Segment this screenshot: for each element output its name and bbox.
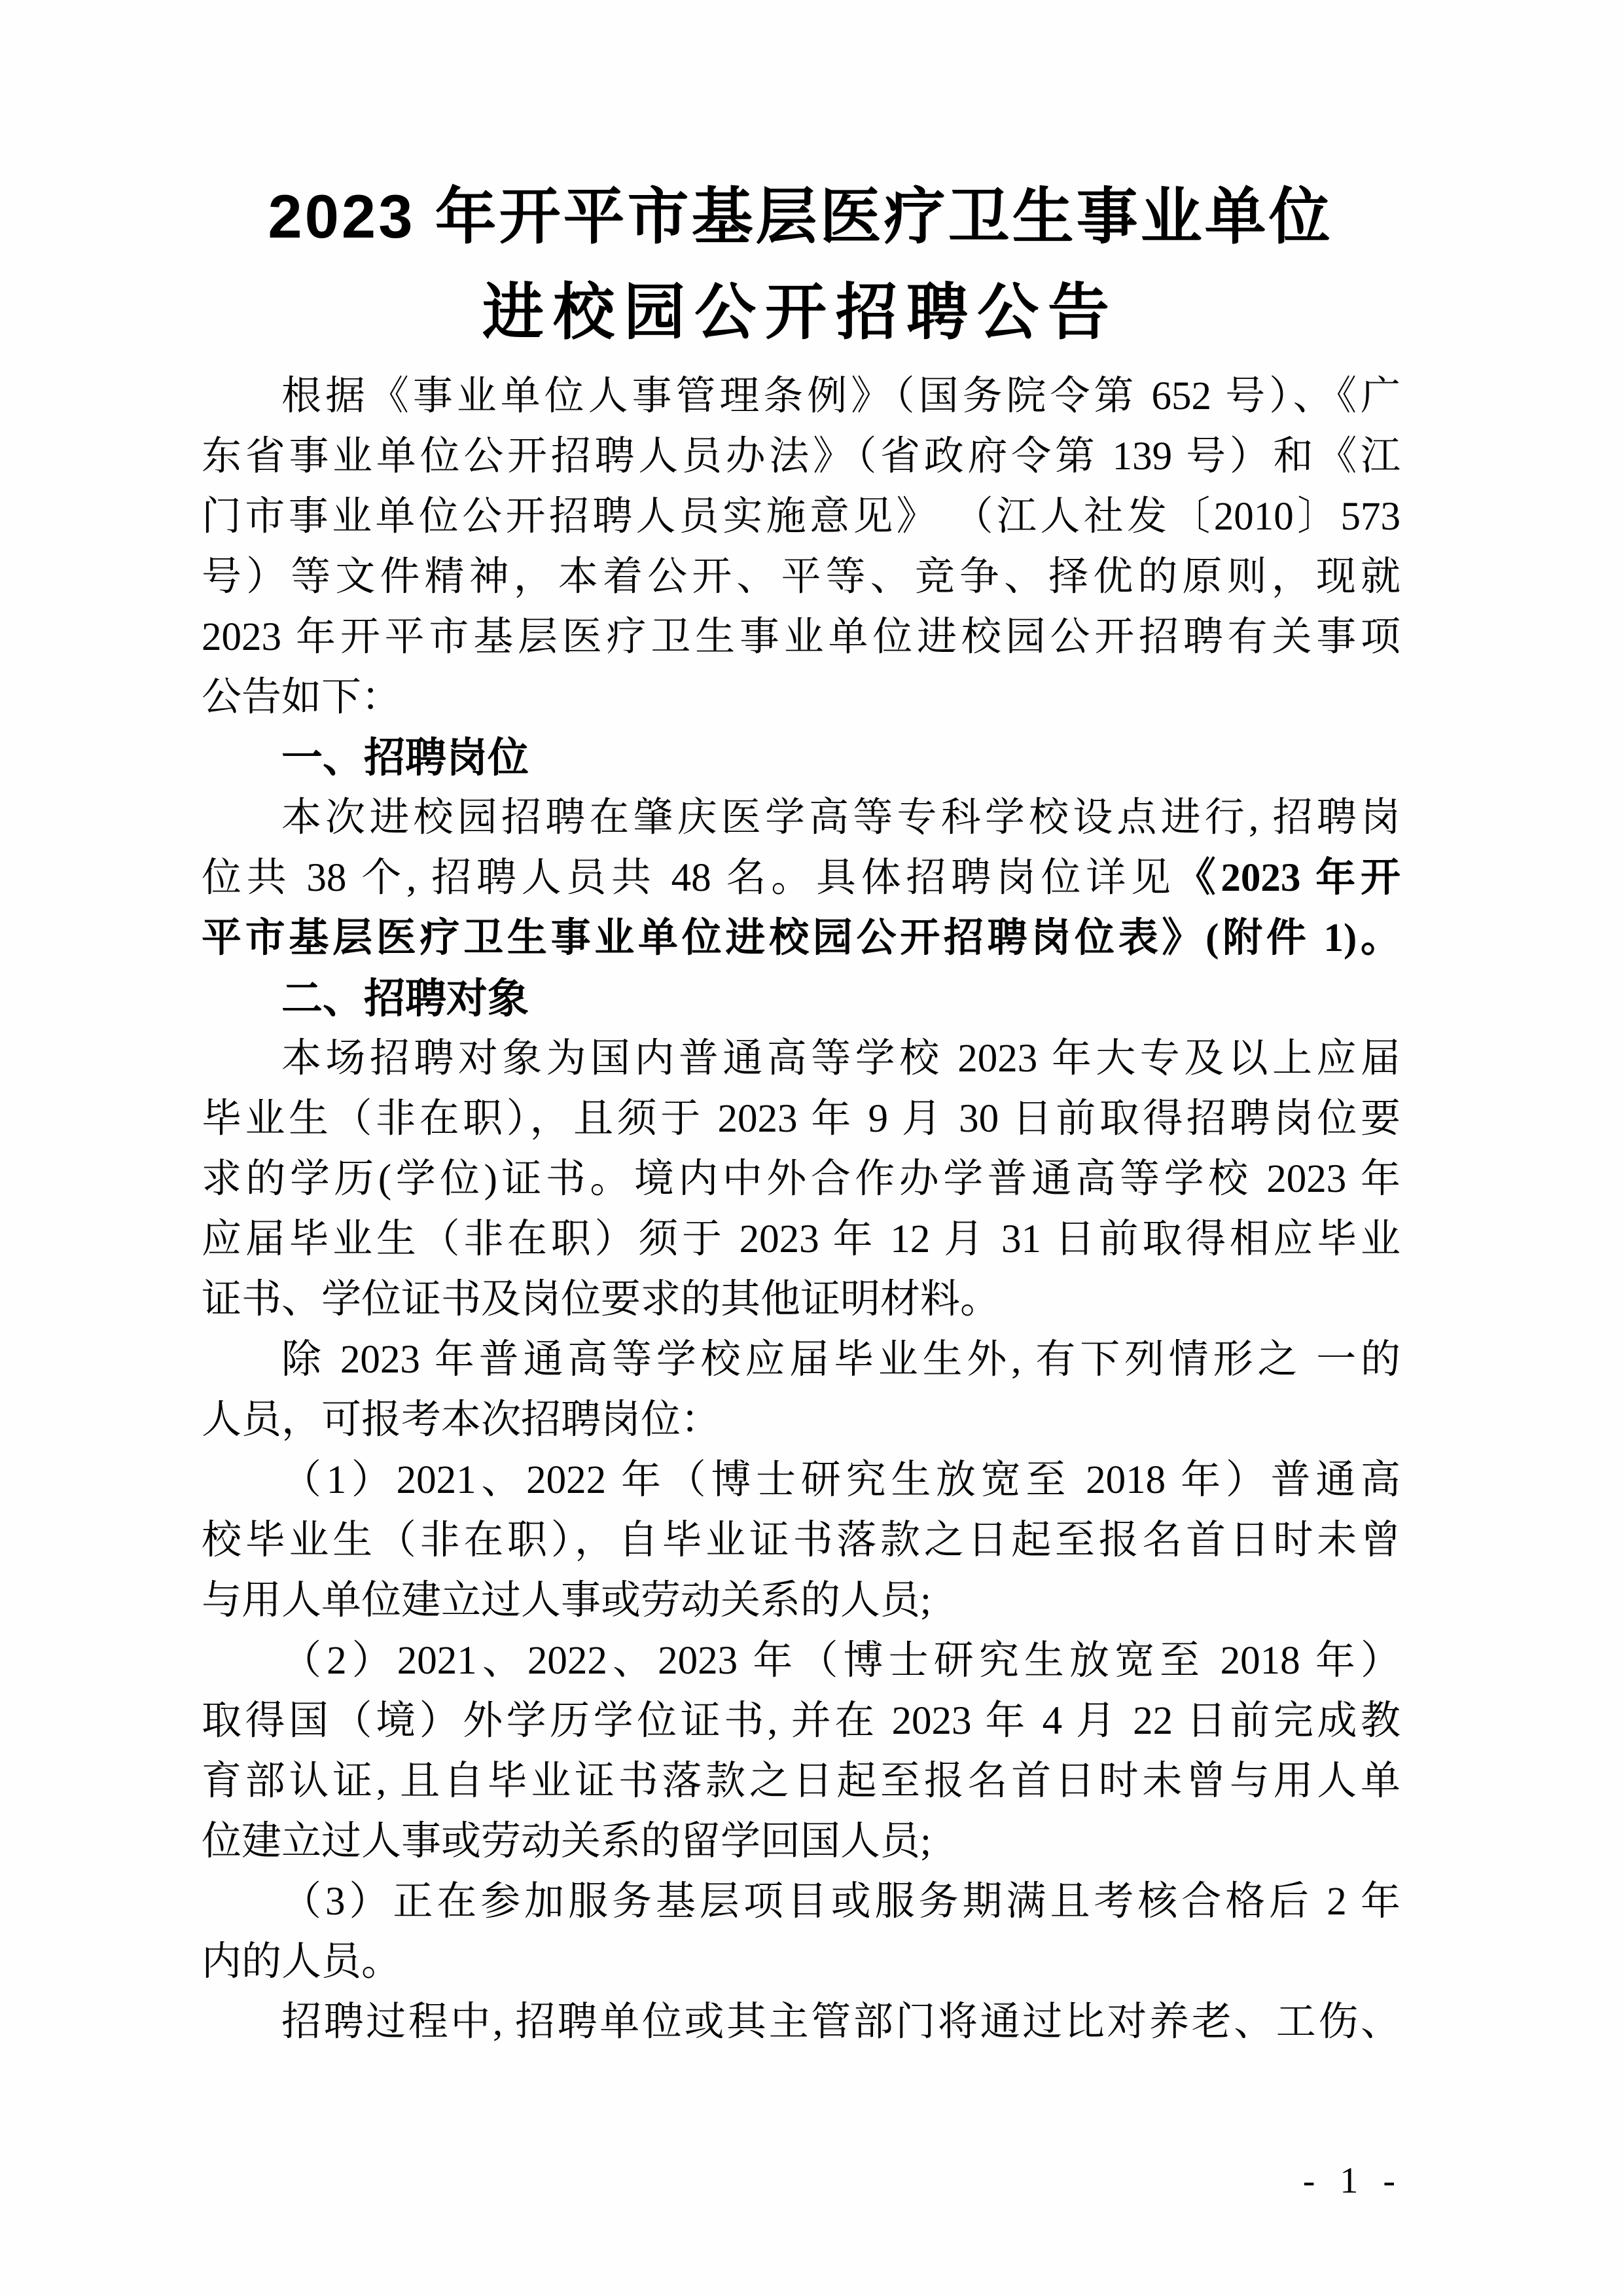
document-body <box>202 367 1400 2053</box>
text-segment: 2023 年开平市基层医疗卫生事业单位进校园公开招聘有关事项 <box>202 615 1400 659</box>
text-segment: 除 2023 年普通高等学校应届毕业生外, 有下列情形之 一的 <box>281 1338 1400 1382</box>
text-segment: 与用人单位建立过人事或劳动关系的人员; <box>202 1579 931 1623</box>
text-segment: 本次进校园招聘在肇庆医学高等专科学校设点进行, 招聘岗 <box>281 796 1400 840</box>
text-segment: 内的人员。 <box>202 1940 402 1984</box>
paragraph-line <box>202 1450 1400 1511</box>
paragraph-line <box>202 1631 1400 1691</box>
text-segment: 东省事业单位公开招聘人员办法》（省政府令第 139 号）和《江 <box>202 435 1400 478</box>
paragraph-line <box>202 668 1400 728</box>
paragraph-line <box>202 367 1400 427</box>
text-segment: 号）等文件精神，本着公开、平等、竞争、择优的原则，现就 <box>202 555 1400 599</box>
text-segment: 校毕业生（非在职），自毕业证书落款之日起至报名首日时未曾 <box>202 1518 1400 1562</box>
page-number: - 1 - <box>1302 2161 1403 2201</box>
document-title-line-1: 2023 年开平市基层医疗卫生事业单位 <box>268 182 1333 251</box>
section-heading <box>202 969 1400 1029</box>
text-segment: 位共 38 个, 招聘人员共 48 名。具体招聘岗位详见 <box>202 856 1176 900</box>
text-segment: 证书、学位证书及岗位要求的其他证明材料。 <box>202 1278 1001 1321</box>
paragraph-line <box>202 1571 1400 1631</box>
text-segment: 育部认证, 且自毕业证书落款之日起至报名首日时未曾与用人单 <box>202 1759 1400 1803</box>
paragraph-line <box>202 848 1400 908</box>
paragraph-line <box>202 1511 1400 1571</box>
text-segment: 公告如下： <box>202 675 402 719</box>
bold-text-segment: 平市基层医疗卫生事业单位进校园公开招聘岗位表》(附件 1)。 <box>202 916 1400 960</box>
text-segment: （1）2021、2022 年（博士研究生放宽至 2018 年）普通高 <box>281 1458 1400 1502</box>
text-segment: 根据《事业单位人事管理条例》（国务院令第 652 号）、《广 <box>281 374 1400 418</box>
text-segment: 位建立过人事或劳动关系的留学回国人员; <box>202 1820 931 1863</box>
paragraph-line <box>202 788 1400 848</box>
text-segment: 招聘过程中, 招聘单位或其主管部门将通过比对养老、工伤、 <box>281 2000 1400 2044</box>
paragraph-line <box>202 1089 1400 1149</box>
paragraph-line <box>202 1691 1400 1751</box>
text-segment: 取得国（境）外学历学位证书, 并在 2023 年 4 月 22 日前完成教 <box>202 1699 1400 1743</box>
paragraph-line <box>202 1390 1400 1450</box>
paragraph-line <box>202 1330 1400 1390</box>
document-title-line-2: 进校园公开招聘公告 <box>482 278 1118 346</box>
text-segment: 毕业生（非在职），且须于 2023 年 9 月 30 日前取得招聘岗位要 <box>202 1097 1400 1141</box>
text-segment: （3）正在参加服务基层项目或服务期满且考核合格后 2 年 <box>281 1880 1400 1924</box>
paragraph-line <box>202 607 1400 668</box>
paragraph-line <box>202 1812 1400 1872</box>
paragraph-line <box>202 487 1400 547</box>
text-segment: 人员，可报考本次招聘岗位： <box>202 1398 721 1442</box>
paragraph-line <box>202 1149 1400 1210</box>
paragraph-line <box>202 1751 1400 1812</box>
paragraph-line <box>202 1932 1400 1992</box>
text-segment: 求的学历(学位)证书。境内中外合作办学普通高等学校 2023 年 <box>202 1157 1400 1201</box>
text-segment: 应届毕业生（非在职）须于 2023 年 12 月 31 日前取得相应毕业 <box>202 1217 1400 1261</box>
paragraph-line <box>202 1270 1400 1330</box>
text-segment: （2）2021、2022、2023 年（博士研究生放宽至 2018 年） <box>281 1639 1400 1683</box>
section-heading <box>202 728 1400 788</box>
bold-text-segment: 二、招聘对象 <box>281 976 529 1022</box>
paragraph-line <box>202 1029 1400 1089</box>
text-segment: 本场招聘对象为国内普通高等学校 2023 年大专及以上应届 <box>281 1037 1400 1081</box>
text-segment: 门市事业单位公开招聘人员实施意见》 （江人社发〔2010〕573 <box>202 495 1400 539</box>
paragraph-line <box>202 908 1400 969</box>
document-title <box>200 169 1401 360</box>
paragraph-line <box>202 547 1400 607</box>
bold-text-segment: 《2023 年开 <box>1175 856 1400 900</box>
paragraph-line <box>202 1210 1400 1270</box>
paragraph-line <box>202 1872 1400 1932</box>
paragraph-line <box>202 427 1400 487</box>
paragraph-line <box>202 1992 1400 2053</box>
bold-text-segment: 一、招聘岗位 <box>281 735 529 781</box>
